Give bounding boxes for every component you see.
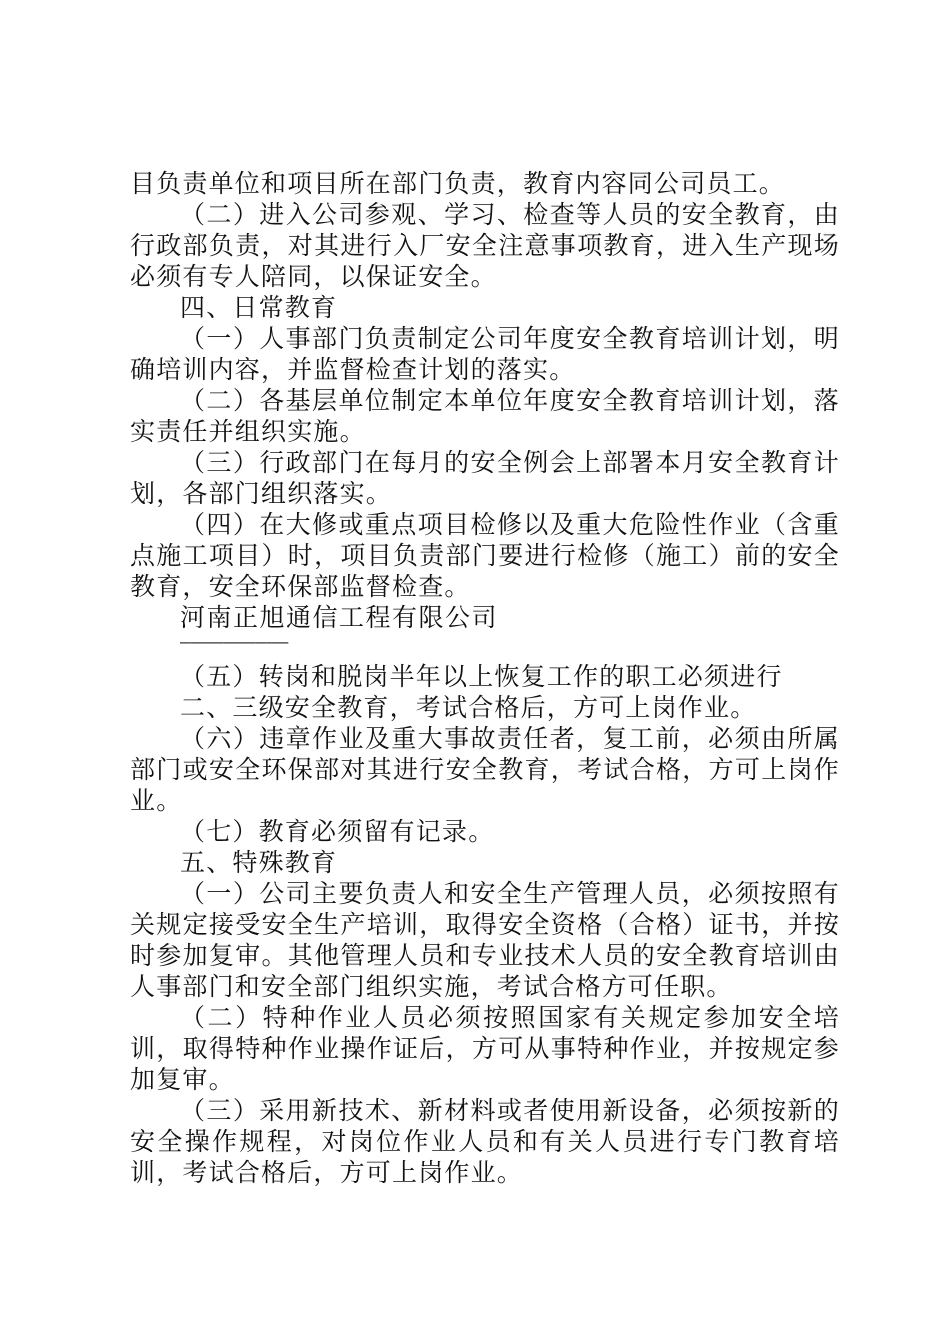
paragraph-daily-4: （四）在大修或重点项目检修以及重大危险性作业（含重点施工项目）时，项目负责部门要进行检修（施工）前的安全教育，安全环保部监督检查。 [130,510,840,601]
paragraph-daily-1: （一）人事部门负责制定公司年度安全教育培训计划，明确培训内容，并监督检查计划的落实。 [130,324,840,384]
section-heading-special-education: 五、特殊教育 [180,848,338,877]
paragraph-daily-6: （六）违章作业及重大事故责任者，复工前，必须由所属部门或安全环保部对其进行安全教育，考试合格，方可上岗作业。 [130,724,840,815]
paragraph-visitor-safety-education: （二）进入公司参观、学习、检查等人员的安全教育，由行政部负责，对其进行入厂安全注意事项教育，进入生产现场必须有专人陪同，以保证安全。 [130,200,840,291]
paragraph-special-2: （二）特种作业人员必须按照国家有关规定参加安全培训，取得特种作业操作证后，方可从事特种作业，并按规定参加复审。 [130,1003,840,1094]
paragraph-daily-2: （二）各基层单位制定本单位年度安全教育培训计划，落实责任并组织实施。 [130,386,840,446]
company-name: 河南正旭通信工程有限公司 [180,603,499,632]
paragraph-continuation: 目负责单位和项目所在部门负责，教育内容同公司员工。 [130,169,786,198]
separator-line: —————————— [180,632,289,653]
document-body [130,168,840,1188]
paragraph-daily-7: （七）教育必须留有记录。 [180,817,495,846]
paragraph-special-3: （三）采用新技术、新材料或者使用新设备，必须按新的安全操作规程，对岗位作业人员和有关人员进行专门教育培训，考试合格后，方可上岗作业。 [130,1096,840,1187]
section-heading-daily-education: 四、日常教育 [180,293,338,322]
paragraph-daily-5: （五）转岗和脱岗半年以上恢复工作的职工必须进行 [180,662,783,691]
paragraph-daily-3: （三）行政部门在每月的安全例会上部署本月安全教育计划，各部门组织落实。 [130,448,840,508]
paragraph-daily-5-continued: 二、三级安全教育，考试合格后，方可上岗作业。 [180,693,757,722]
paragraph-special-1: （一）公司主要负责人和安全生产管理人员，必须按照有关规定接受安全生产培训，取得安全资格（合格）证书，并按时参加复审。其他管理人员和专业技术人员的安全教育培训由人事部门和安全部门组织实施，考试合格方可任职。 [130,879,840,1001]
